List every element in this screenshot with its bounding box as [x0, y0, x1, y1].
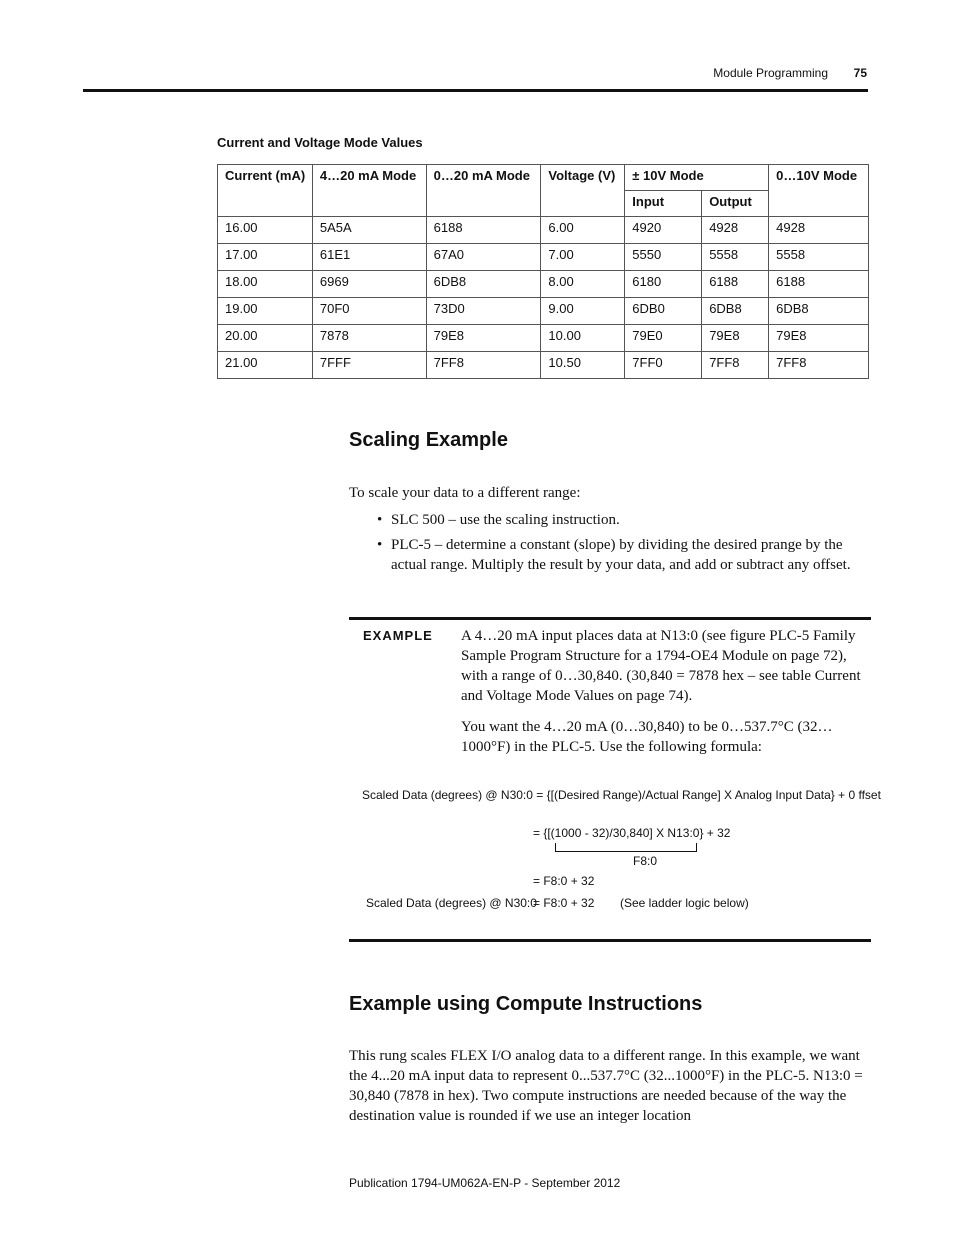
- table-cell: 10.00: [541, 325, 625, 352]
- table-cell: 67A0: [426, 244, 541, 271]
- mode-values-table: [217, 164, 869, 379]
- bullet-icon: •: [377, 512, 383, 528]
- formula-line-4-mid: = F8:0 + 32: [533, 896, 595, 910]
- table-cell: 7.00: [541, 244, 625, 271]
- table-cell: 16.00: [218, 217, 313, 244]
- col-header-0-10v-mode: 0…10V Mode: [769, 165, 869, 217]
- table-row: [218, 244, 869, 271]
- table-cell: 7878: [312, 325, 426, 352]
- formula-line-3: = F8:0 + 32: [533, 874, 595, 888]
- bullet-text: PLC-5 – determine a constant (slope) by dividing the desired prange by the actual range. Multiply the result by your data, and add or subtract any offset.: [391, 537, 851, 573]
- table-cell: 6DB8: [426, 271, 541, 298]
- example-label: EXAMPLE: [363, 628, 433, 643]
- table-cell: 20.00: [218, 325, 313, 352]
- table-cell: 7FF8: [426, 352, 541, 379]
- example-paragraph-2: You want the 4…20 mA (0…30,840) to be 0…537.7°C (32…1000°F) in the PLC-5. Use the following formula:: [461, 719, 833, 755]
- table-cell: 73D0: [426, 298, 541, 325]
- bullet-icon: •: [377, 537, 383, 553]
- table-cell: 7FF8: [769, 352, 869, 379]
- compute-heading: Example using Compute Instructions: [349, 993, 703, 1015]
- scaling-intro: To scale your data to a different range:: [349, 485, 581, 501]
- publication-footer: Publication 1794-UM062A-EN-P - September 2012: [349, 1176, 621, 1190]
- page-number: 75: [853, 66, 867, 80]
- list-item: [374, 510, 869, 530]
- compute-paragraph: This rung scales FLEX I/O analog data to a different range. In this example, we want the 4...20 mA input data to represent 0...537.7°C (32...1000°F) in the PLC-5. N13:0 = 30,840 (7878 in hex). Two compute instructions are needed because of the way the destination value is rounded if we use an integer location: [349, 1048, 863, 1124]
- table-cell: 70F0: [312, 298, 426, 325]
- table-cell: 4920: [625, 217, 702, 244]
- table-cell: 6969: [312, 271, 426, 298]
- formula-line-4-left: Scaled Data (degrees) @ N30:0: [366, 896, 537, 910]
- example-paragraph-1: A 4…20 mA input places data at N13:0 (see figure PLC-5 Family Sample Program Structure for a 1794-OE4 Module on page 72), with a range of 0…30,840. (30,840 = 7878 hex – see table Current and Voltage Mode Values on page 74).: [461, 628, 861, 704]
- table-cell: 6188: [426, 217, 541, 244]
- table-cell: 5558: [769, 244, 869, 271]
- col-header-current: Current (mA): [218, 165, 313, 217]
- table-cell: 6188: [702, 271, 769, 298]
- header-rule: [83, 89, 868, 92]
- running-header-section: Module Programming: [713, 66, 828, 80]
- table-cell: 9.00: [541, 298, 625, 325]
- table-cell: 79E8: [426, 325, 541, 352]
- table-cell: 4928: [769, 217, 869, 244]
- formula-line-1: Scaled Data (degrees) @ N30:0 = {[(Desired Range)/Actual Range] X Analog Input Data} + 0 ffset: [362, 788, 881, 802]
- list-item: [374, 535, 869, 575]
- formula-line-2: = {[(1000 - 32)/30,840] X N13:0} + 32: [533, 826, 731, 840]
- table-cell: 6.00: [541, 217, 625, 244]
- col-header-output: Output: [702, 191, 769, 217]
- example-bottom-rule: [349, 939, 871, 942]
- table-row: [218, 271, 869, 298]
- formula-line-4-right: (See ladder logic below): [620, 896, 749, 910]
- table-cell: 6DB8: [702, 298, 769, 325]
- formula-brace: [555, 843, 697, 852]
- table-cell: 5558: [702, 244, 769, 271]
- table-row: [218, 298, 869, 325]
- table-cell: 6180: [625, 271, 702, 298]
- table-cell: 4928: [702, 217, 769, 244]
- example-top-rule: [349, 617, 871, 620]
- table-cell: 6DB8: [769, 298, 869, 325]
- table-cell: 61E1: [312, 244, 426, 271]
- table-cell: 8.00: [541, 271, 625, 298]
- table-cell: 7FF8: [702, 352, 769, 379]
- table-row: [218, 217, 869, 244]
- scaling-bullet-list: [374, 510, 869, 580]
- table-row: [218, 325, 869, 352]
- table-cell: 79E8: [702, 325, 769, 352]
- table-cell: 21.00: [218, 352, 313, 379]
- col-header-input: Input: [625, 191, 702, 217]
- table-cell: 7FFF: [312, 352, 426, 379]
- col-header-voltage: Voltage (V): [541, 165, 625, 217]
- col-header-pm10v-mode: ± 10V Mode: [625, 165, 769, 191]
- table-cell: 10.50: [541, 352, 625, 379]
- table-cell: 5550: [625, 244, 702, 271]
- table-cell: 5A5A: [312, 217, 426, 244]
- bullet-text: SLC 500 – use the scaling instruction.: [391, 512, 620, 528]
- table-cell: 17.00: [218, 244, 313, 271]
- table-title: Current and Voltage Mode Values: [217, 135, 423, 150]
- table-cell: 7FF0: [625, 352, 702, 379]
- table-cell: 18.00: [218, 271, 313, 298]
- table-cell: 79E8: [769, 325, 869, 352]
- col-header-4-20-ma-mode: 4…20 mA Mode: [312, 165, 426, 217]
- table-cell: 6DB0: [625, 298, 702, 325]
- table-cell: 6188: [769, 271, 869, 298]
- table-cell: 19.00: [218, 298, 313, 325]
- col-header-0-20-ma-mode: 0…20 mA Mode: [426, 165, 541, 217]
- scaling-example-heading: Scaling Example: [349, 429, 508, 451]
- table-row: [218, 352, 869, 379]
- formula-brace-label: F8:0: [633, 854, 658, 868]
- table-cell: 79E0: [625, 325, 702, 352]
